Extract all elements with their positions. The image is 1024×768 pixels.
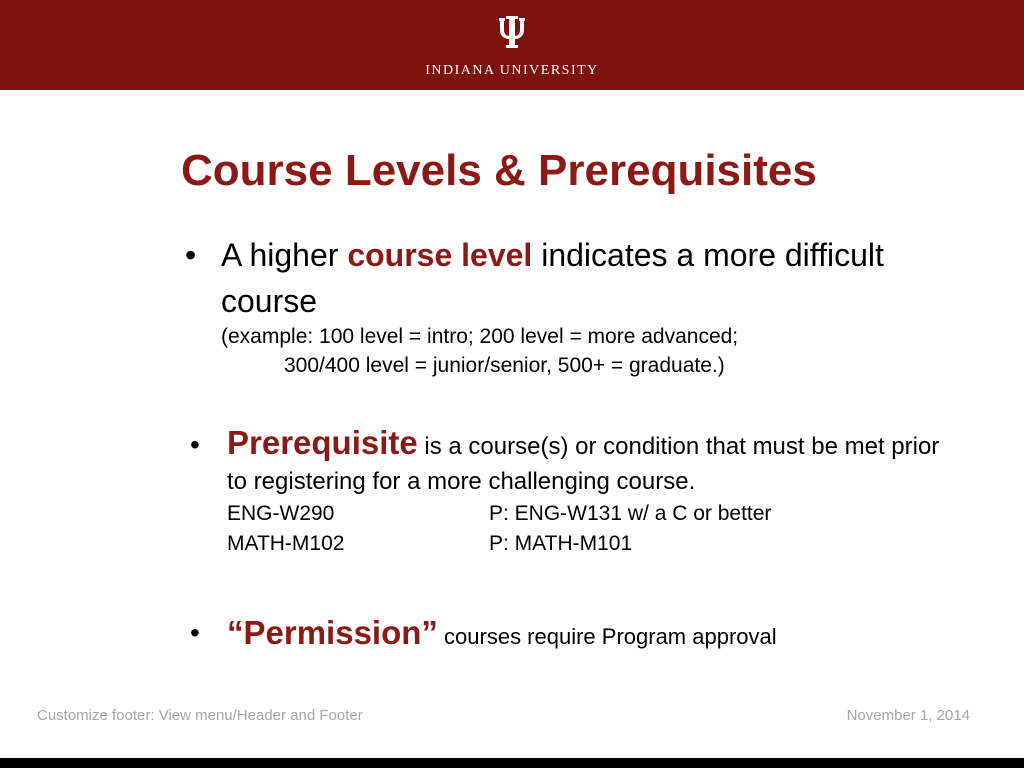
course-level-example — [221, 322, 945, 380]
slide-title: Course Levels & Prerequisites — [181, 146, 817, 195]
bullet-text-after: indicates a more difficult course — [221, 237, 884, 319]
example-prereq: P: MATH-M101 — [489, 532, 633, 555]
bullet-text — [221, 232, 945, 324]
bullet-text-before: A higher — [221, 237, 348, 273]
bullet-prerequisite — [190, 425, 950, 559]
example-course: ENG-W290 — [227, 502, 335, 525]
keyword-course-level: course level — [347, 237, 533, 273]
keyword-permission: “Permission” — [227, 614, 438, 651]
example-line-2: 300/400 level = junior/senior, 500+ = graduate.) — [284, 354, 725, 377]
example-line-1: (example: 100 level = intro; 200 level = more advanced; — [221, 325, 739, 348]
bullet-text-after: is a course(s) or condition that must be met prior to registering for a more challenging course. — [227, 433, 940, 495]
header-bar — [0, 0, 1024, 90]
footer-date: November 1, 2014 — [846, 707, 970, 724]
bullet-course-level — [185, 232, 945, 380]
example-row — [227, 529, 950, 559]
keyword-prerequisite: Prerequisite — [227, 424, 418, 461]
example-row — [227, 499, 950, 529]
bullet-text — [227, 425, 950, 499]
bullet-text — [227, 613, 950, 657]
bullet-text-after: courses require Program approval — [437, 624, 777, 649]
example-course: MATH-M102 — [227, 532, 345, 555]
bottom-bar — [0, 758, 1024, 768]
bullet-permission — [190, 613, 950, 657]
bullet-dot: • — [185, 237, 197, 273]
example-prereq: P: ENG-W131 w/ a C or better — [489, 502, 772, 525]
university-wordmark: INDIANA UNIVERSITY — [425, 63, 599, 78]
footer-text: Customize footer: View menu/Header and Footer — [37, 707, 363, 724]
iu-trident-icon — [495, 15, 529, 49]
bullet-dot: • — [190, 429, 200, 460]
prerequisite-examples — [227, 499, 950, 559]
bullet-dot: • — [190, 617, 200, 648]
